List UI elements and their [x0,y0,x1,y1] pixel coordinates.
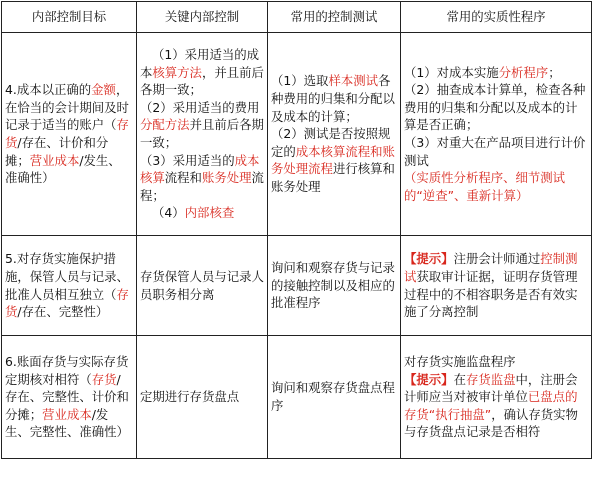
key-control-cell: （1）采用适当的成本核算方法，并且前后各期一致； （2）采用适当的费用分配方法并且前后各期一致； （3）采用适当的成本核算流程和账务处理流程； （4）内部核查 [137,33,268,236]
header-key-internal-control: 关键内部控制 [137,2,268,33]
objective-cell: 5.对存货实施保护措施，保管人员与记录、批准人员相互独立（存货/存在、完整性） [2,236,137,336]
control-test-cell: （1）选取样本测试各种费用的归集和分配以及成本的计算； （2）测试是否按照规定的成本核算流程和账务处理流程进行核算和账务处理 [268,33,401,236]
objective-cell: 4.成本以正确的金额，在恰当的会计期间及时记录于适当的账户（存货/存在、计价和分摊；营业成本/发生、准确性） [2,33,137,236]
header-control-tests: 常用的控制测试 [268,2,401,33]
substantive-procedure-cell: 对存货实施监盘程序 【提示】在存货监盘中，注册会计师应当对被审计单位已盘点的存货“执行抽盘”，确认存货实物与存货盘点记录是否相符 [401,336,592,459]
tip-label: 【提示】 [404,371,454,387]
tip-label: 【提示】 [404,251,454,267]
substantive-procedure-cell: （1）对成本实施分析程序； （2）抽查成本计算单，检查各种费用的归集和分配以及成本的计算是否正确； （3）对重大在产品项目进行计价测试 （实质性分析程序、细节测试的“逆查”、重新计算） [401,33,592,236]
key-control-cell: 定期进行存货盘点 [137,336,268,459]
header-control-objective: 内部控制目标 [2,2,137,33]
header-substantive-procedures: 常用的实质性程序 [401,2,592,33]
objective-cell: 6.账面存货与实际存货定期核对相符（存货/存在、完整性、计价和分摊；营业成本/发生、完整性、准确性） [2,336,137,459]
control-test-cell: 询问和观察存货与记录的接触控制以及相应的批准程序 [268,236,401,336]
table-header-row [2,2,592,33]
internal-control-table [1,1,592,459]
key-control-cell: 存货保管人员与记录人员职务相分离 [137,236,268,336]
table-row [2,236,592,336]
control-test-cell: 询问和观察存货盘点程序 [268,336,401,459]
table-row [2,336,592,459]
substantive-procedure-cell: 【提示】注册会计师通过控制测试获取审计证据，证明存货管理过程中的不相容职务是否有效实施了分离控制 [401,236,592,336]
table-row [2,33,592,236]
